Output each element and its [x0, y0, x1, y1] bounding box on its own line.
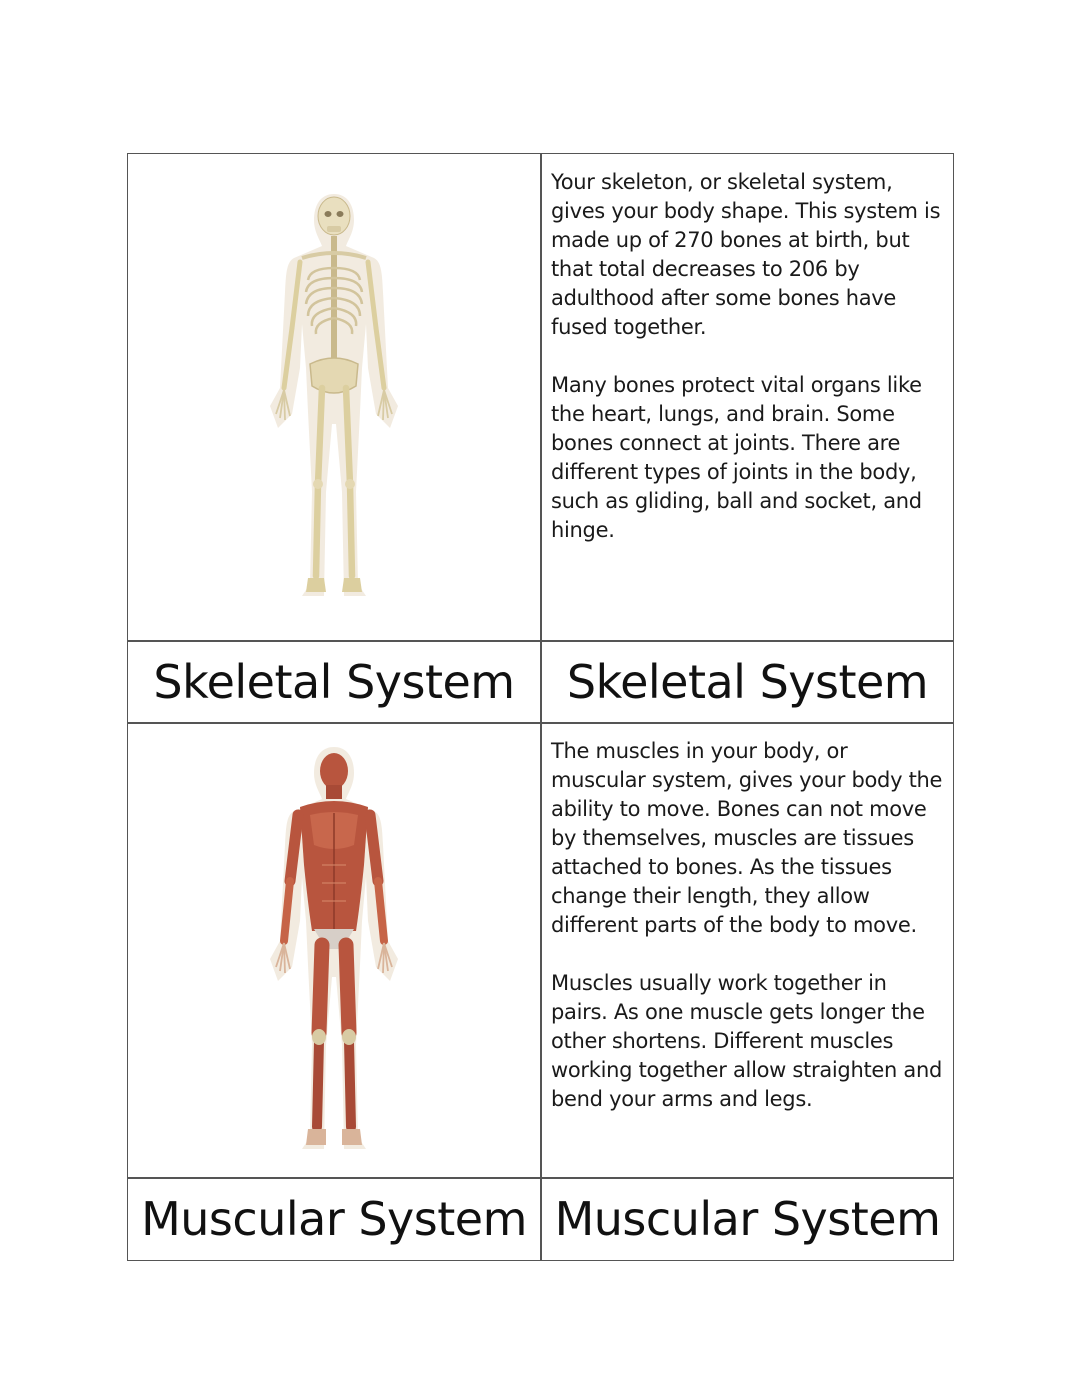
skeletal-paragraph-1: Your skeleton, or skeletal system, gives your body shape. This system is made up of 270 bones at birth, but that total decreases to 206 by adulthood after some bones have fused together.	[551, 170, 941, 339]
muscle-image-cell	[128, 723, 540, 1177]
muscular-title-left: Muscular System	[141, 1192, 527, 1246]
muscular-paragraph-1: The muscles in your body, or muscular system, gives your body the ability to move. Bones can not move by themselves, muscles are tissues attached to bones. As the tissues change their length, they allow different parts of the body to move.	[551, 739, 943, 937]
skeleton-figure-icon	[264, 192, 404, 602]
skeletal-title-right: Skeletal System	[566, 654, 929, 709]
skeletal-title-left: Skeletal System	[153, 654, 515, 709]
muscular-paragraph-2: Muscles usually work together in pairs. As one muscle gets longer the other shortens. Different muscles working together allow straighten and bend your arms and legs.	[551, 971, 943, 1111]
skeleton-image-cell	[128, 154, 540, 640]
muscular-description	[542, 723, 953, 1177]
muscle-figure-icon	[264, 745, 404, 1155]
muscular-title-right: Muscular System	[554, 1192, 941, 1246]
skeletal-description	[542, 154, 953, 640]
card-grid	[127, 153, 954, 1261]
skeletal-paragraph-2: Many bones protect vital organs like the heart, lungs, and brain. Some bones connect at joints. There are different types of joints in the body, such as gliding, ball and socket, and hinge.	[551, 373, 922, 542]
